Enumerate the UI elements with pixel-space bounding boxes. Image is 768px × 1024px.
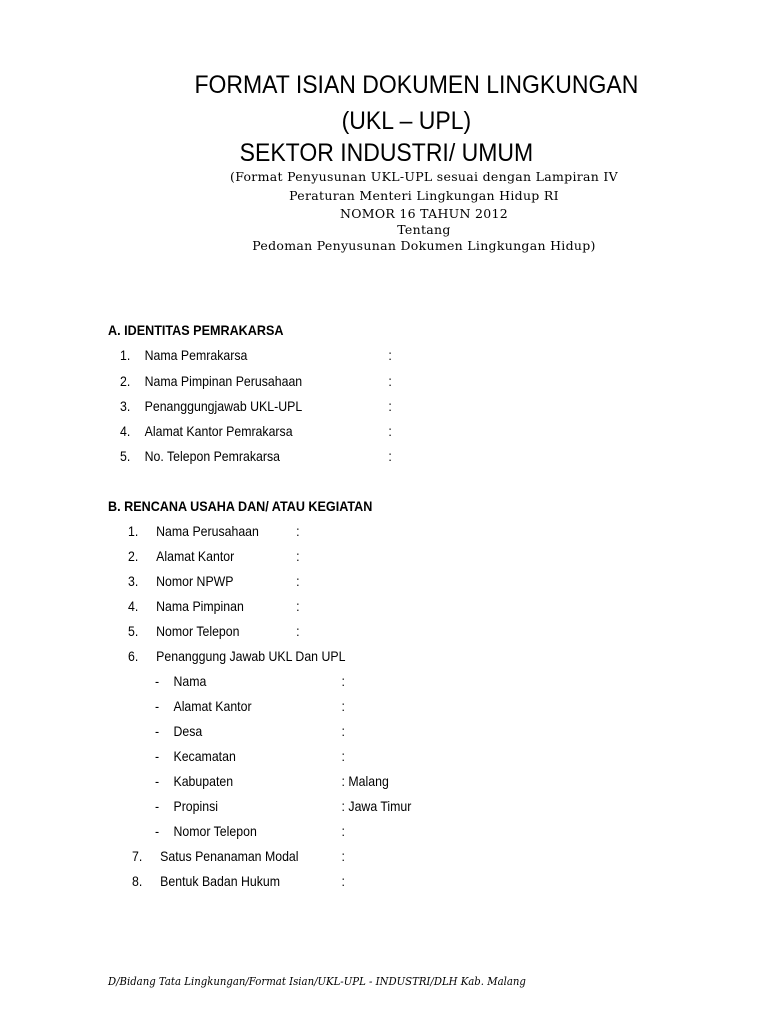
item-label: Satus Penanaman Modal	[160, 848, 299, 864]
subtitle-line: Tentang	[397, 222, 451, 237]
page-footer: D/Bidang Tata Lingkungan/Format Isian/UKL-UPL - INDUSTRI/DLH Kab. Malang	[108, 975, 526, 988]
subtitle-line: (Format Penyusunan UKL-UPL sesuai dengan Lampiran IV	[230, 169, 618, 184]
item-label: Nama Pimpinan Perusahaan	[144, 373, 303, 389]
item-separator: :	[296, 598, 300, 614]
subtitle-line: Peraturan Menteri Lingkungan Hidup RI	[289, 188, 559, 203]
item-number: 6.	[128, 648, 139, 664]
item-number: 8.	[132, 873, 143, 889]
item-separator: :	[341, 773, 345, 789]
item-separator: :	[388, 347, 392, 363]
item-label: Alamat Kantor Pemrakarsa	[144, 423, 293, 439]
item-label: No. Telepon Pemrakarsa	[144, 448, 281, 464]
item-label: Nama Pemrakarsa	[144, 347, 248, 363]
item-label: Kabupaten	[173, 773, 234, 789]
section-b-heading: B. RENCANA USAHA DAN/ ATAU KEGIATAN	[108, 498, 373, 514]
item-label: Penanggungjawab UKL-UPL	[144, 398, 303, 414]
item-separator: :	[388, 448, 392, 464]
document-title-line3: SEKTOR INDUSTRI/ UMUM	[239, 139, 534, 167]
subtitle-line: NOMOR 16 TAHUN 2012	[339, 206, 509, 221]
item-separator: :	[388, 423, 392, 439]
item-number: 3.	[128, 573, 139, 589]
item-value	[342, 673, 345, 689]
item-value	[342, 798, 412, 814]
item-dash: -	[155, 798, 160, 814]
item-label: Penanggung Jawab UKL Dan UPL	[156, 648, 346, 664]
item-label: Nomor Telepon	[173, 823, 257, 839]
item-value-text: Jawa Timur	[344, 798, 412, 814]
item-number: 1.	[128, 523, 139, 539]
item-separator: :	[296, 623, 300, 639]
item-separator: :	[296, 548, 300, 564]
item-label: Nama Pimpinan	[156, 598, 244, 614]
item-value	[342, 723, 345, 739]
item-label: Nama Perusahaan	[156, 523, 259, 539]
item-value	[342, 748, 345, 764]
item-label: Nomor NPWP	[156, 573, 234, 589]
item-label: Propinsi	[173, 798, 219, 814]
item-number: 5.	[120, 448, 131, 464]
item-dash: -	[155, 673, 160, 689]
document-title-line2: (UKL – UPL)	[341, 107, 472, 135]
item-number: 2.	[120, 373, 131, 389]
item-label: Kecamatan	[173, 748, 236, 764]
item-label: Desa	[173, 723, 203, 739]
item-separator: :	[341, 823, 345, 839]
item-dash: -	[155, 823, 160, 839]
item-value	[342, 773, 389, 789]
item-separator: :	[341, 673, 345, 689]
item-number: 4.	[128, 598, 139, 614]
item-value	[342, 698, 345, 714]
item-separator: :	[341, 723, 345, 739]
item-separator: :	[341, 798, 345, 814]
item-separator: :	[341, 698, 345, 714]
item-separator: :	[296, 523, 300, 539]
item-label: Nomor Telepon	[156, 623, 240, 639]
item-number: 7.	[132, 848, 143, 864]
item-number: 3.	[120, 398, 131, 414]
item-number: 4.	[120, 423, 131, 439]
item-number: 1.	[120, 347, 131, 363]
document-title-line1: FORMAT ISIAN DOKUMEN LINGKUNGAN	[194, 71, 639, 99]
section-a-heading: A. IDENTITAS PEMRAKARSA	[108, 322, 284, 338]
item-number: 5.	[128, 623, 139, 639]
item-separator: :	[341, 748, 345, 764]
item-separator: :	[388, 373, 392, 389]
item-dash: -	[155, 723, 160, 739]
item-dash: -	[155, 773, 160, 789]
item-dash: -	[155, 698, 160, 714]
item-separator: :	[388, 398, 392, 414]
item-label: Alamat Kantor	[173, 698, 252, 714]
item-label: Bentuk Badan Hukum	[160, 873, 281, 889]
subtitle-line: Pedoman Penyusunan Dokumen Lingkungan Hidup)	[252, 238, 596, 253]
item-separator: :	[341, 873, 345, 889]
item-number: 2.	[128, 548, 139, 564]
item-separator: :	[296, 573, 300, 589]
item-value	[342, 823, 345, 839]
item-label: Alamat Kantor	[156, 548, 235, 564]
item-dash: -	[155, 748, 160, 764]
item-label: Nama	[173, 673, 207, 689]
item-separator: :	[341, 848, 345, 864]
item-value-text: Malang	[344, 773, 389, 789]
